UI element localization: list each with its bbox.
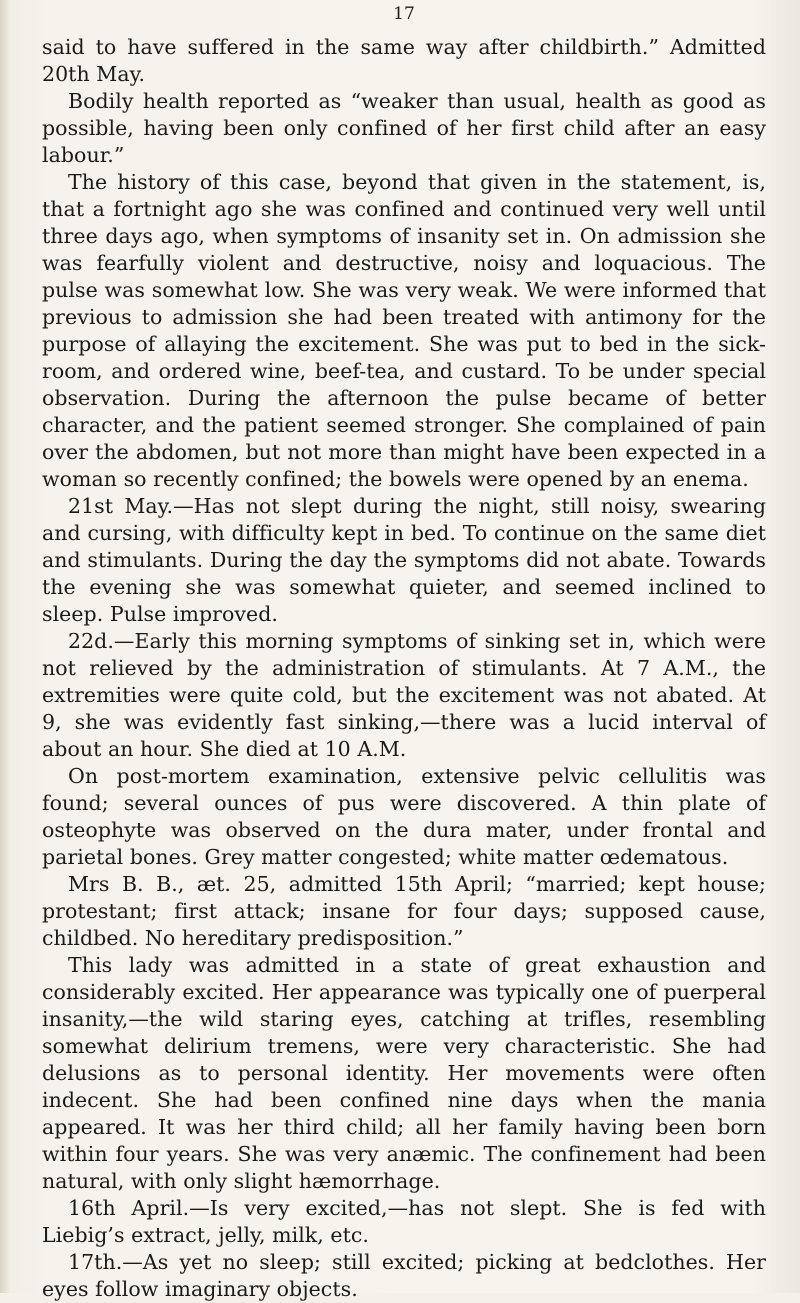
paragraph-history: The history of this case, beyond that given in the statement, is, that a fortnight ago she was confined and continued very well until three days ago, when symptoms of insanity set in. On admission she was fearfully violent and destructive, noisy and loquacious. The pulse was somewhat low. She was very weak. We were informed that previous to admission she had been treated with antimony for the purpose of allaying the excitement. She was put to bed in the sick-room, and ordered wine, beef-tea, and custard. To be under special observation. During the afternoon the pulse became of better character, and the patient seemed stronger. She complained of pain over the abdomen, but not more than might have been expected in a woman so recently confined; the bowels were opened by an enema. bbox=[42, 170, 766, 491]
paragraph-lady-admitted: This lady was admitted in a state of great exhaustion and considerably excited. Her appearance was typically one of puerperal insanity,—the wild staring eyes, catching at trifles, resembling somewhat delirium tremens, were very characteristic. She had delusions as to personal identity. Her movements were often indecent. She had been confined nine days when the mania appeared. It was her third child; all her family having been born within four years. She was very anæmic. The confinement had been natural, with only slight hæmorrhage. bbox=[42, 953, 766, 1193]
paragraph-post-mortem: On post-mortem examination, extensive pelvic cellulitis was found; several ounces of pus were discovered. A thin plate of osteophyte was observed on the dura mater, under frontal and parietal bones. Grey matter congested; white matter œdematous. bbox=[42, 764, 766, 869]
page-number: 17 bbox=[393, 4, 415, 24]
paragraph-17th: 17th.—As yet no sleep; still excited; picking at bedclothes. Her eyes follow imaginary objects. bbox=[42, 1250, 766, 1301]
paragraph-22d: 22d.—Early this morning symptoms of sinking set in, which were not relieved by the administration of stimulants. At 7 A.M., the extremities were quite cold, but the excitement was not abated. At 9, she was evidently fast sinking,—there was a lucid interval of about an hour. She died at 10 A.M. bbox=[42, 629, 766, 761]
paragraph-continuation: said to have suffered in the same way after childbirth.” Admitted 20th May. bbox=[42, 35, 766, 86]
paragraph-21st-may: 21st May.—Has not slept during the night, still noisy, swearing and cursing, with difficulty kept in bed. To continue on the same diet and stimulants. During the day the symptoms did not abate. Towards the evening she was somewhat quieter, and seemed inclined to sleep. Pulse improved. bbox=[42, 494, 766, 626]
paragraph-bodily-health: Bodily health reported as “weaker than usual, health as good as possible, having been only confined of her first child after an easy labour.” bbox=[42, 89, 766, 167]
binding-shadow bbox=[0, 0, 10, 1293]
paragraph-16th-april: 16th April.—Is very excited,—has not slept. She is fed with Liebig’s extract, jelly, milk, etc. bbox=[42, 1196, 766, 1247]
body-text bbox=[42, 34, 766, 1303]
paragraph-case-mrs-bb: Mrs B. B., æt. 25, admitted 15th April; “married; kept house; protestant; first attack; insane for four days; supposed cause, childbed. No hereditary predisposition.” bbox=[42, 872, 766, 950]
